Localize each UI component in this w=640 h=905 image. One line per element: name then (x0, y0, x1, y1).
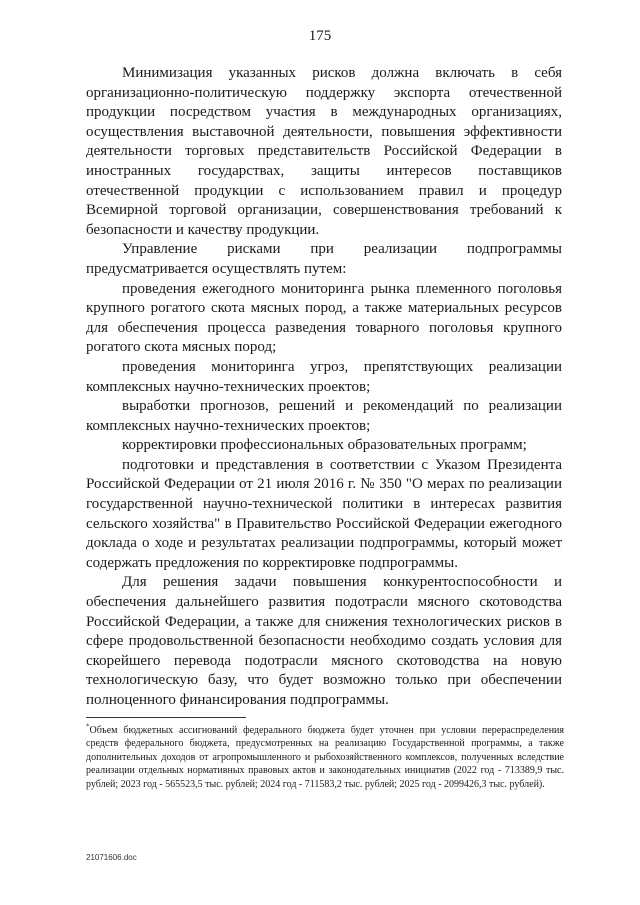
footnote-marker: * (86, 722, 90, 731)
paragraph-education-programs: корректировки профессиональных образовательных программ; (122, 437, 527, 454)
paragraph-annual-report: подготовки и представления в соответствии с Указом Президента Российской Федерации от 21 июля 2016 г. № 350 "О мерах по реализации государственной научно-технической политики в интересах развития сельского хозяйства" в Правительство Российской Федерации ежегодного доклада о ходе и результатах реализации подпрограммы, который может содержать предложения по корректировке подпрограммы. (86, 456, 562, 571)
paragraph-threat-monitoring: проведения мониторинга угроз, препятствующих реализации комплексных научно-технических проектов; (86, 358, 562, 395)
paragraph-risk-minimization: Минимизация указанных рисков должна включать в себя организационно-политическую поддержку экспорта отечественной продукции посредством участия в международных организациях, осуществления выставочной деятельности, повышения эффективности деятельности торговых представительств Российской Федерации в иностранных государствах, защиты интересов поставщиков отечественной продукции с использованием правил и процедур Всемирной торговой организации, совершенствования требований к безопасности и качеству продукции. (86, 65, 562, 238)
main-text (86, 64, 562, 711)
paragraph-breeding-monitoring: проведения ежегодного мониторинга рынка племенного поголовья крупного рогатого скота мясных пород, а также материальных ресурсов для обеспечения процесса разведения товарного поголовья крупного рогатого скота мясных пород; (86, 280, 562, 356)
footnote (86, 724, 564, 791)
footnote-text: Объем бюджетных ассигнований федерального бюджета будет уточнен при условии перераспределения средств федерального бюджета, предусмотренных на реализацию Государственной программы, а также дополнительных доходов от агропромышленного и рыбохозяйственного комплексов, полученных вследствие реализации отдельных нормативных правовых актов и законодательных инициатив (2022 год - 713389,9 тыс. рублей; 2023 год - 565523,5 тыс. рублей; 2024 год - 711583,2 тыс. рублей; 2025 год - 2099426,3 тыс. рублей). (86, 725, 564, 790)
page-number: 175 (308, 28, 332, 44)
paragraph-risk-management: Управление рисками при реализации подпрограммы предусматривается осуществлять путем: (86, 241, 562, 277)
footnote-separator (86, 717, 246, 718)
paragraph-forecasts: выработки прогнозов, решений и рекомендаций по реализации комплексных научно-технических проектов; (86, 398, 562, 434)
paragraph-competitiveness: Для решения задачи повышения конкурентоспособности и обеспечения дальнейшего развития подотрасли мясного скотоводства Российской Федерации, а также для снижения технологических рисков в сфере продовольственной безопасности необходимо создать условия для скорейшего перевода подотрасли мясного скотоводства на новую технологическую базу, что будет возможно только при обеспечении полноценного финансирования подпрограммы. (86, 574, 562, 708)
document-id: 21071606.doc (86, 853, 137, 862)
